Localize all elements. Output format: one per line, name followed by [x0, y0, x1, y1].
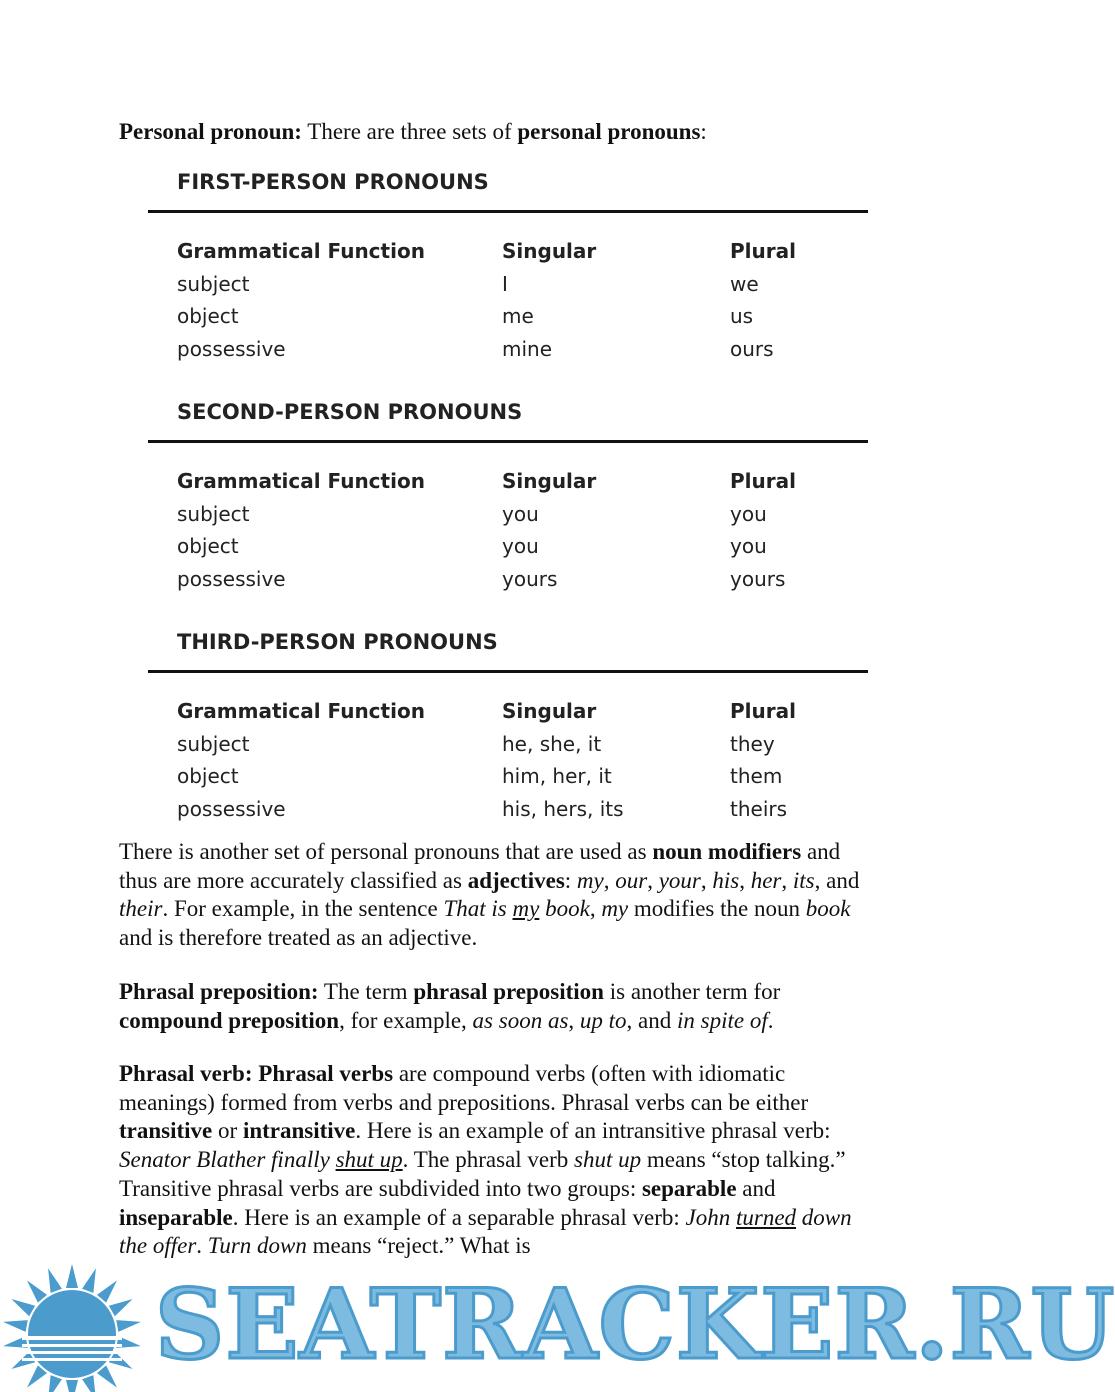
- table-cell: possessive: [177, 336, 286, 361]
- example: book: [805, 896, 851, 922]
- table-cell: him, her, it: [502, 764, 612, 789]
- intro-bold: personal pronouns: [517, 119, 701, 144]
- text: ,: [781, 867, 793, 893]
- text: . Here is an example of a separable phrasal verb:: [232, 1204, 686, 1230]
- table-cell: you: [502, 534, 539, 559]
- phrasal-verb-paragraph: [119, 1060, 879, 1261]
- table-cell: object: [177, 534, 239, 559]
- text: , and: [626, 1007, 678, 1033]
- table-row: [148, 728, 868, 761]
- header-plural: Plural: [730, 239, 796, 264]
- table-cell: possessive: [177, 566, 286, 591]
- term-phrasal-preposition: Phrasal preposition:: [119, 979, 319, 1004]
- text: are compound verbs (often with idiomatic meanings) formed from verbs and prepositions. Phrasal verbs can be either: [119, 1061, 809, 1115]
- example: book: [539, 896, 590, 922]
- table-cell: object: [177, 764, 239, 789]
- example: John: [685, 1204, 736, 1230]
- bold-term: compound preposition: [119, 1007, 340, 1033]
- bold-term: separable: [641, 1175, 737, 1201]
- header-function: Grammatical Function: [177, 239, 425, 264]
- table-row: [148, 498, 868, 531]
- table-cell: we: [730, 271, 759, 296]
- example-underlined: turned: [735, 1204, 797, 1230]
- table-row: [148, 530, 868, 563]
- example: down the offer: [119, 1204, 852, 1259]
- text: and is therefore treated as an adjective.: [119, 925, 478, 951]
- table-cell: you: [730, 534, 767, 559]
- text: is another term for: [603, 979, 781, 1004]
- text: ,: [589, 896, 602, 922]
- header-plural: Plural: [730, 469, 796, 494]
- table-cell: he, she, it: [502, 731, 602, 756]
- text: means “reject.” What is: [306, 1233, 531, 1259]
- header-plural: Plural: [730, 699, 796, 724]
- text: , and: [814, 867, 860, 893]
- bold-term: transitive: [119, 1118, 213, 1144]
- table-cell: object: [177, 304, 239, 329]
- term-personal-pronoun: Personal pronoun:: [119, 119, 302, 144]
- bold-term: inseparable: [119, 1204, 233, 1230]
- text: ,: [647, 867, 659, 893]
- table-cell: his, hers, its: [502, 796, 624, 821]
- text: .: [196, 1233, 208, 1259]
- text: means “stop talking.” Transitive phrasal verbs are subdivided into two groups:: [119, 1147, 846, 1201]
- second-person-table: [148, 400, 868, 595]
- text: .: [767, 1007, 774, 1033]
- table-title: SECOND-PERSON PRONOUNS: [177, 400, 523, 424]
- text: and: [736, 1175, 776, 1201]
- table-title: FIRST-PERSON PRONOUNS: [177, 170, 489, 194]
- bold-term: Phrasal verbs: [258, 1061, 394, 1086]
- example: his: [712, 867, 740, 893]
- watermark-text: SEATRACKER.RU: [155, 1268, 1115, 1381]
- intro-colon: :: [700, 119, 707, 144]
- table-rule: [148, 670, 868, 673]
- table-cell: subject: [177, 501, 250, 526]
- phrasal-preposition-paragraph: [119, 978, 879, 1035]
- table-cell: mine: [502, 336, 553, 361]
- bold-term: phrasal preposition: [413, 979, 604, 1004]
- header-singular: Singular: [502, 699, 597, 724]
- first-person-table: [148, 170, 868, 365]
- modifiers-paragraph: [119, 838, 879, 953]
- example: as soon as: [472, 1007, 569, 1033]
- table-title: THIRD-PERSON PRONOUNS: [177, 630, 498, 654]
- table-row: [148, 760, 868, 793]
- example-underlined: shut up: [335, 1147, 403, 1173]
- table-row: [148, 300, 868, 333]
- pronoun-tables: [148, 170, 868, 825]
- example: Turn down: [207, 1233, 307, 1259]
- text: The term: [318, 979, 414, 1004]
- table-cell: them: [730, 764, 783, 789]
- text: ,: [700, 867, 713, 893]
- table-cell: they: [730, 731, 775, 756]
- text: , for example,: [339, 1007, 473, 1033]
- intro-text: There are three sets of: [301, 119, 518, 144]
- table-cell: possessive: [177, 796, 286, 821]
- example: its: [792, 867, 815, 893]
- example: their: [119, 896, 163, 922]
- text: ,: [739, 867, 751, 893]
- example: in spite of: [677, 1007, 768, 1033]
- table-cell: subject: [177, 271, 250, 296]
- example: Senator Blather finally: [119, 1147, 336, 1173]
- table-cell: you: [730, 501, 767, 526]
- table-cell: yours: [730, 566, 786, 591]
- text: modifies the noun: [628, 896, 806, 922]
- table-cell: you: [502, 501, 539, 526]
- table-row: [148, 563, 868, 596]
- example: her: [750, 867, 782, 893]
- term-noun-modifiers: noun modifiers: [652, 839, 802, 864]
- text: and thus are more accurately classified as: [119, 839, 841, 893]
- example: shut up: [574, 1147, 642, 1173]
- text: There is another set of personal pronouns that are used as: [119, 839, 653, 864]
- intro-paragraph: [119, 118, 879, 147]
- example: my: [576, 867, 604, 893]
- table-row: [148, 333, 868, 366]
- header-function: Grammatical Function: [177, 699, 425, 724]
- watermark: [0, 1262, 1115, 1392]
- table-cell: ours: [730, 336, 774, 361]
- term-adjectives: adjectives: [467, 867, 565, 893]
- table-row: [148, 268, 868, 301]
- example: up to: [579, 1007, 627, 1033]
- table-cell: us: [730, 304, 754, 329]
- table-cell: subject: [177, 731, 250, 756]
- text: or: [212, 1118, 243, 1144]
- text: ,: [603, 867, 616, 893]
- header-singular: Singular: [502, 469, 597, 494]
- table-header-row: [148, 465, 868, 498]
- text: . For example, in the sentence: [162, 896, 444, 922]
- header-function: Grammatical Function: [177, 469, 425, 494]
- table-cell: me: [502, 304, 534, 329]
- table-rule: [148, 210, 868, 213]
- third-person-table: [148, 630, 868, 825]
- text: . The phrasal verb: [402, 1147, 575, 1173]
- example: our: [615, 867, 648, 893]
- table-cell: theirs: [730, 796, 788, 821]
- example: That is: [443, 896, 513, 922]
- text: :: [564, 867, 577, 893]
- table-header-row: [148, 695, 868, 728]
- text: . Here is an example of an intransitive phrasal verb:: [355, 1118, 831, 1144]
- example: your: [658, 867, 701, 893]
- example: my: [601, 896, 629, 922]
- table-rule: [148, 440, 868, 443]
- table-cell: yours: [502, 566, 558, 591]
- table-row: [148, 793, 868, 826]
- bold-term: intransitive: [242, 1118, 356, 1144]
- table-cell: I: [502, 271, 508, 296]
- table-header-row: [148, 235, 868, 268]
- header-singular: Singular: [502, 239, 597, 264]
- sun-icon: [0, 1262, 150, 1392]
- text: ,: [568, 1007, 580, 1033]
- term-phrasal-verb: Phrasal verb:: [119, 1061, 253, 1086]
- example-underlined: my: [512, 896, 540, 922]
